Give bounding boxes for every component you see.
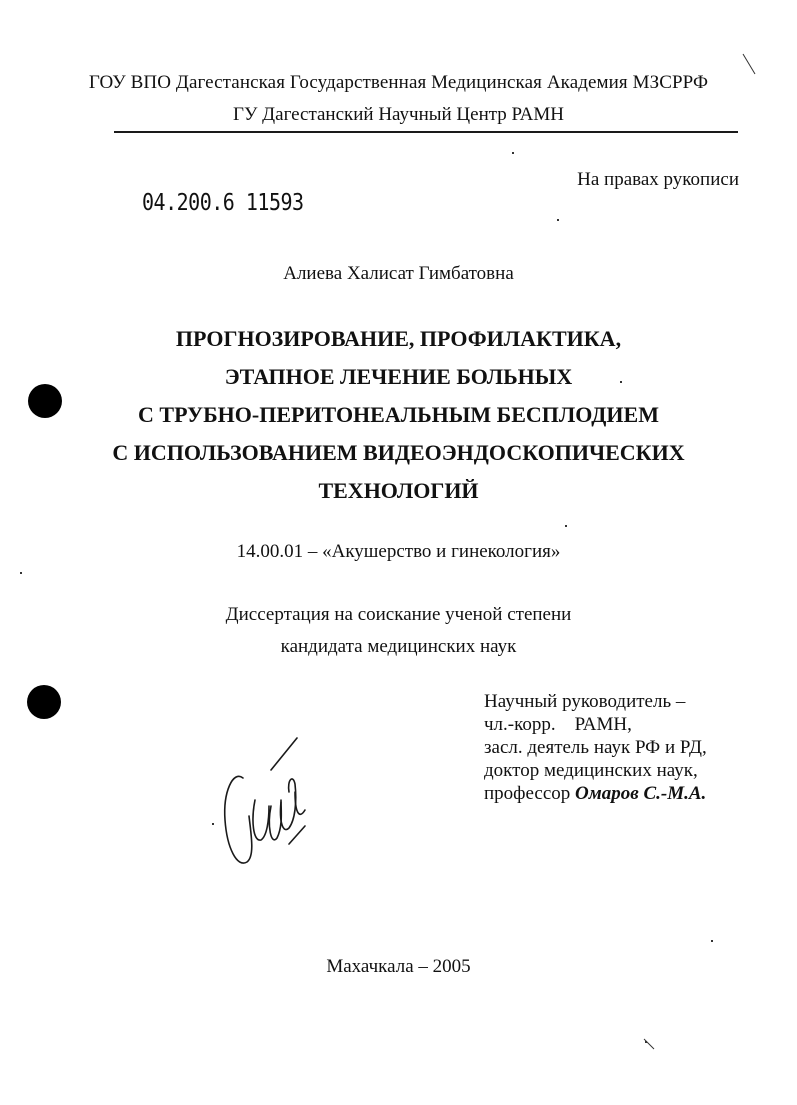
title-line: ЭТАПНОЕ ЛЕЧЕНИЕ БОЛЬНЫХ <box>224 364 573 389</box>
scan-speck <box>620 381 622 383</box>
title-line: С ТРУБНО-ПЕРИТОНЕАЛЬНЫМ БЕСПЛОДИЕМ <box>138 402 659 427</box>
rights-note: На правах рукописи <box>577 169 739 190</box>
punch-hole <box>27 685 61 719</box>
organization-line-1: ГОУ ВПО Дагестанская Государственная Медицинская Академия МЗСРРФ <box>88 72 709 93</box>
supervisor-line: Научный руководитель – <box>484 691 686 712</box>
scan-mark <box>740 50 760 80</box>
supervisor-line: чл.-корр. РАМН, <box>484 714 632 735</box>
city-year: Махачкала – 2005 <box>326 956 471 977</box>
scan-speck <box>212 823 214 825</box>
header-divider <box>114 131 738 133</box>
title-line: С ИСПОЛЬЗОВАНИЕМ ВИДЕОЭНДОСКОПИЧЕСКИХ <box>112 440 685 465</box>
scan-speck <box>557 219 559 221</box>
organization-line-2: ГУ Дагестанский Научный Центр РАМН <box>232 104 565 125</box>
scan-speck <box>565 525 567 527</box>
supervisor-line <box>484 782 707 805</box>
supervisor-block <box>484 690 707 805</box>
scan-speck <box>512 152 514 154</box>
scan-mark <box>640 1035 660 1055</box>
title-line: ТЕХНОЛОГИЙ <box>318 478 479 503</box>
supervisor-line: доктор медицинских наук, <box>484 760 698 781</box>
degree-line-2: кандидата медицинских наук <box>280 636 517 657</box>
dissertation-title <box>0 320 797 510</box>
supervisor-title: профессор <box>484 783 571 804</box>
scan-speck <box>20 572 22 574</box>
supervisor-name: Омаров С.-М.А. <box>575 783 707 804</box>
scan-speck <box>711 940 713 942</box>
supervisor-line: засл. деятель наук РФ и РД, <box>484 737 707 758</box>
degree-line-1: Диссертация на соискание ученой степени <box>225 604 572 625</box>
title-line: ПРОГНОЗИРОВАНИЕ, ПРОФИЛАКТИКА, <box>175 326 622 351</box>
registration-stamp: 04.200.6 11593 <box>142 188 304 216</box>
handwritten-signature <box>215 730 325 875</box>
punch-hole <box>28 384 62 418</box>
author-name: Алиева Халисат Гимбатовна <box>283 263 514 284</box>
specialty-code: 14.00.01 – «Акушерство и гинекология» <box>236 541 561 562</box>
